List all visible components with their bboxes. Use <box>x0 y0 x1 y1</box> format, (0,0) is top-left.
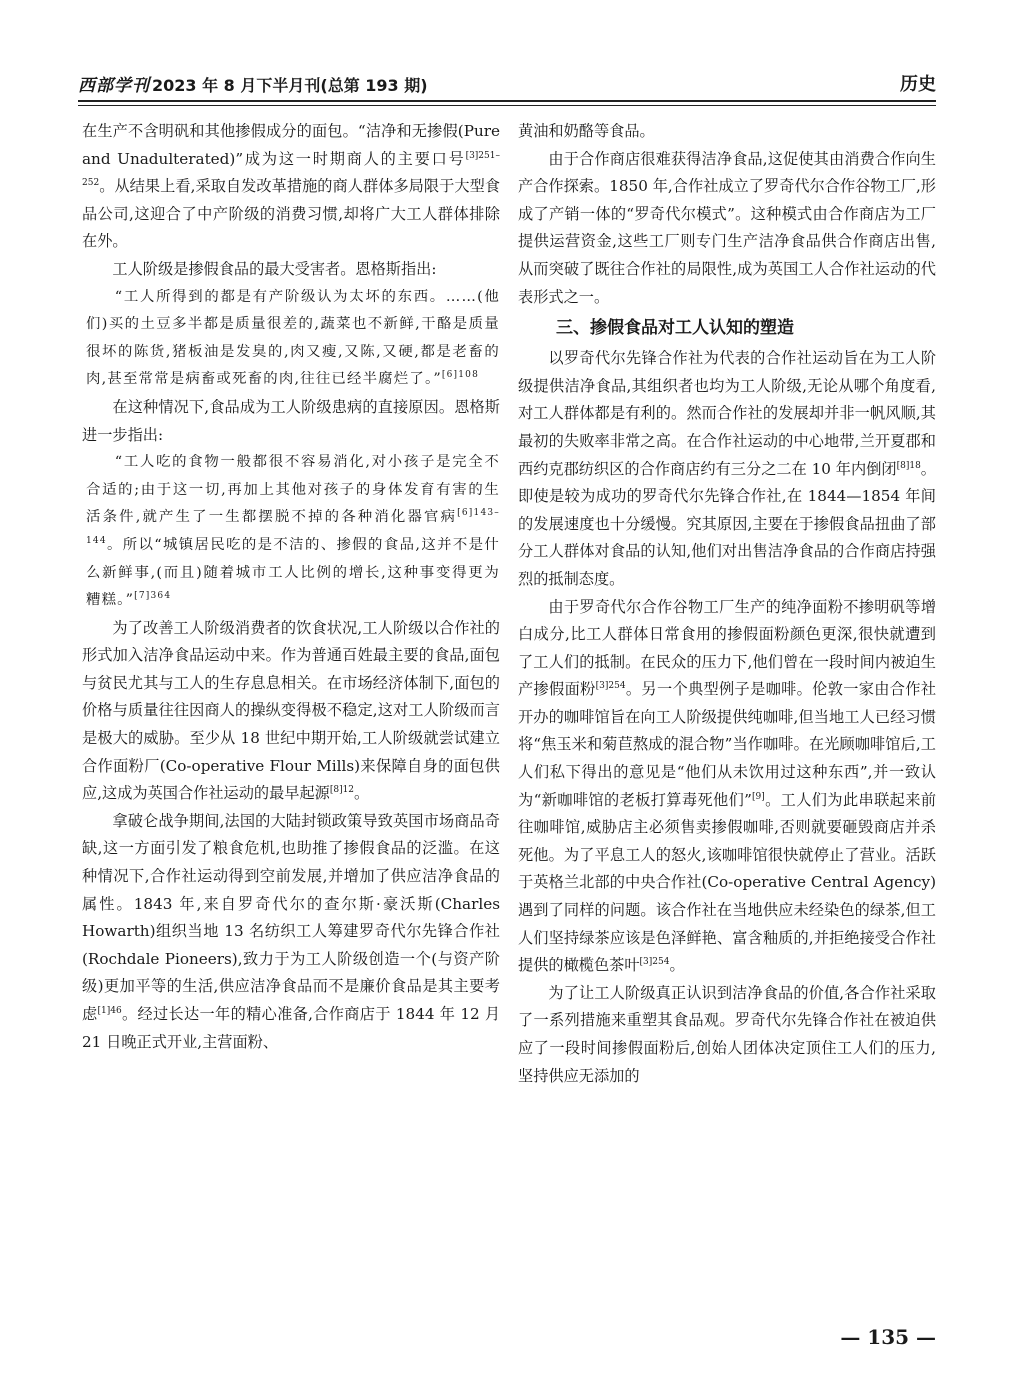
citation: [6]108 <box>441 370 480 381</box>
citation: [8]18 <box>896 460 921 471</box>
paragraph: 在生产不含明矾和其他掺假成分的面包。“洁净和无掺假(Pure and Unadulterated)”成为这一时期商人的主要口号$^{[3]251-252}$。从结果上看,采取自发改革措施的商人群体多局限于大型食品公司,这迎合了中产阶级的消费习惯,却将广大工人群体排除在外。 <box>82 122 500 251</box>
page-number: — 135 — <box>840 1325 936 1349</box>
header-rule-thin <box>78 105 936 106</box>
citation: [8]12 <box>329 785 355 796</box>
right-column <box>518 118 936 1090</box>
citation: [3]254 <box>639 957 670 968</box>
journal-name: 西部学刊 <box>78 76 150 96</box>
paragraph: 工人阶级是掺假食品的最大受害者。恩格斯指出: <box>112 259 437 278</box>
paragraph: 由于合作商店很难获得洁净食品,这促使其由消费合作向生产合作探索。1850 年,合作社成立了罗奇代尔合作谷物工厂,形成了产销一体的“罗奇代尔模式”。这种模式由合作商店为工厂提供运营资金,这些工厂则专门生产洁净食品供合作商店出售,从而突破了既往合作社的局限性,成为英国工人合作社运动的代表形式之一。 <box>518 149 936 306</box>
citation: [7]364 <box>134 591 172 602</box>
paragraph: 拿破仑战争期间,法国的大陆封锁政策导致英国市场商品奇缺,这一方面引发了粮食危机,也助推了掺假食品的泛滥。在这种情况下,合作社运动得到空前发展,并增加了供应洁净食品的属性。1843 年,来自罗奇代尔的查尔斯·豪沃斯(Charles Howarth)组织当地 13 名纺织工人筹建罗奇代尔先锋合作社(Rochdale Pioneers),致力于为工人阶级创造一个(与资产阶级)更加平等的生活,供应洁净食品而不是廉价食品是其主要考虑$^{[1]46}$。经过长达一年的精心准备,合作商店于 1844 年 12 月 21 日晚正式开业,主营面粉、 <box>82 811 501 1051</box>
header-rule <box>78 100 936 102</box>
issue-info: 2023 年 8 月下半月刊(总第 193 期) <box>152 76 428 95</box>
block-quote: “工人所得到的都是有产阶级认为太坏的东西。……(他们)买的土豆多半都是质量很差的,蔬菜也不新鲜,干酪是质量很坏的陈货,猪板油是发臭的,肉又瘦,又陈,又硬,都是老畜的肉,甚至常常是病畜或死畜的肉,往往已经半腐烂了。”$^{[6]108}$ <box>86 288 500 388</box>
paragraph: 以罗奇代尔先锋合作社为代表的合作社运动旨在为工人阶级提供洁净食品,其组织者也均为工人阶级,无论从哪个角度看,对工人群体都是有利的。然而合作社的发展却并非一帆风顺,其最初的失败率非常之高。在合作社运动的中心地带,兰开夏郡和西约克郡纺织区的合作商店约有三分之二在 10 年内倒闭$^{[8]18}$。即使是较为成功的罗奇代尔先锋合作社,在 1844—1854 年间的发展速度也十分缓慢。究其原因,主要在于掺假食品扭曲了部分工人群体对食品的认知,他们对出售洁净食品的合作商店持强烈的抵制态度。 <box>518 349 936 588</box>
section-heading: 三、掺假食品对工人认知的塑造 <box>556 318 794 339</box>
section-label: 历史 <box>900 74 936 95</box>
citation: [3]251–252 <box>82 150 500 189</box>
paragraph: 黄油和奶酪等食品。 <box>518 122 655 140</box>
citation: [1]46 <box>97 1005 122 1016</box>
left-column <box>82 118 500 1056</box>
paragraph: 由于罗奇代尔合作谷物工厂生产的纯净面粉不掺明矾等增白成分,比工人群体日常食用的掺假面粉颜色更深,很快就遭到了工人们的抵制。在民众的压力下,他们曾在一段时间内被迫生产掺假面粉$^{[3]254}$。另一个典型例子是咖啡。伦敦一家由合作社开办的咖啡馆旨在向工人阶级提供纯咖啡,但当地工人已经习惯将“焦玉米和菊苣熬成的混合物”当作咖啡。在光顾咖啡馆后,工人们私下得出的意见是“他们从未饮用过这种东西”,并一致认为“新咖啡馆的老板打算毒死他们”[9]。工人们为此串联起来前往咖啡馆,威胁店主必须售卖掺假咖啡,否则就要砸毁商店并杀死他。为了平息工人的怒火,该咖啡馆很快就停止了营业。活跃于英格兰北部的中央合作社(Co-operative Central Agency)遇到了同样的问题。该合作社在当地供应未经染色的绿茶,但工人们坚持绿茶应该是色泽鲜艳、富含釉质的,并拒绝接受合作社提供的橄榄色茶叶$^{[3]254}$。 <box>518 597 937 975</box>
running-header <box>78 66 936 96</box>
block-quote: “工人吃的食物一般都很不容易消化,对小孩子是完全不合适的;由于这一切,再加上其他对孩子的身体发育有害的生活条件,就产生了一生都摆脱不掉的各种消化器官病$^{[6]143-144}$。所以“城镇居民吃的是不洁的、掺假的食品,这并不是什么新鲜事,(而且)随着城市工人比例的增长,这种事变得更为糟糕。”$^{[7]364}$ <box>86 454 500 609</box>
paragraph: 为了改善工人阶级消费者的饮食状况,工人阶级以合作社的形式加入洁净食品运动中来。作为普通百姓最主要的食品,面包与贫民尤其与工人的生存息息相关。在市场经济体制下,面包的价格与质量往往因商人的操纵变得极不稳定,这对工人阶级而言是极大的威胁。至少从 18 世纪中期开始,工人阶级就尝试建立合作面粉厂(Co-operative Flour Mills)来保障自身的面包供应,这成为英国合作社运动的最早起源$^{[8]12}$。 <box>82 618 500 803</box>
citation: [9] <box>751 791 765 802</box>
paragraph: 在这种情况下,食品成为工人阶级患病的直接原因。恩格斯进一步指出: <box>82 397 500 444</box>
paragraph: 为了让工人阶级真正认识到洁净食品的价值,各合作社采取了一系列措施来重塑其食品观。罗奇代尔先锋合作社在被迫供应了一段时间掺假面粉后,创始人团体决定顶住工人们的压力,坚持供应无添加的 <box>518 983 936 1085</box>
citation: [6]143–144 <box>86 508 500 547</box>
header-left <box>78 71 428 96</box>
citation: [3]254 <box>595 681 626 692</box>
